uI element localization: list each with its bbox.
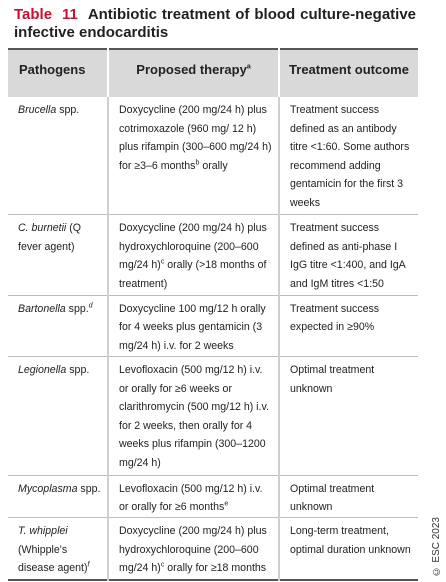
pathogen-cell: C. burnetii (Q fever agent) — [8, 215, 108, 296]
header-pathogens: Pathogens — [8, 49, 108, 97]
outcome-cell: Treatment success defined as an antibody titre <1:60. Some authors recommend adding gentamicin for the first 3 weeks — [279, 97, 418, 215]
therapy-cell: Doxycycline 100 mg/12 h orally for 4 weeks plus gentamicin (3 mg/24 h) i.v. for 2 weeks — [108, 295, 279, 357]
table-row — [8, 97, 418, 215]
outcome-cell: Treatment success expected in ≥90% — [279, 295, 418, 357]
header-therapy: Proposed therapy$^a$ — [108, 49, 279, 97]
table-label: Table 11 — [14, 6, 78, 23]
copyright-notice: © ESC 2023 — [431, 516, 442, 576]
therapy-cell: Doxycycline (200 mg/24 h) plus cotrimoxazole (960 mg/ 12 h) plus rifampin (300–600 mg/24 h) for ≥3–6 months$^b$ orally — [108, 97, 279, 215]
outcome-cell: Optimal treatment unknown — [279, 475, 418, 518]
outcome-cell: Optimal treatment unknown — [279, 357, 418, 475]
therapy-cell: Doxycycline (200 mg/24 h) plus hydroxychloroquine (200–600 mg/24 h)$^c$ orally for ≥18 months — [108, 518, 279, 580]
header-row — [8, 49, 418, 97]
therapy-cell: Levofloxacin (500 mg/12 h) i.v. or orally for ≥6 months$^e$ — [108, 475, 279, 518]
outcome-cell: Treatment success defined as anti-phase I IgG titre <1:400, and IgA and IgM titres <1:50 — [279, 215, 418, 296]
table-row — [8, 295, 418, 357]
outcome-cell: Long-term treatment, optimal duration unknown — [290, 525, 411, 556]
therapy-cell: Doxycycline (200 mg/24 h) plus hydroxychloroquine (200–600 mg/24 h)$^c$ orally (>18 months of treatment) — [108, 215, 279, 296]
pathogen-cell: Brucella spp. — [8, 97, 108, 215]
table-row — [8, 357, 418, 475]
pathogen-cell: Legionella spp. — [8, 357, 108, 475]
therapy-cell: Levofloxacin (500 mg/12 h) i.v. or orally for ≥6 weeks or clarithromycin (500 mg/12 h) i.v. for 2 weeks, then orally for 4 weeks plus rifampin (300–1200 mg/24 h) — [108, 357, 279, 475]
pathogen-cell: T. whipplei (Whipple's disease agent)$^f$ — [8, 518, 108, 580]
header-outcome: Treatment outcome — [279, 49, 418, 97]
table-row — [8, 215, 418, 296]
pathogen-cell: Bartonella spp.$^d$ — [8, 295, 108, 357]
antibiotic-table — [8, 48, 418, 581]
table-title — [14, 6, 416, 42]
table-row — [8, 518, 418, 580]
table-caption: Antibiotic treatment of blood culture-negative infective endocarditis — [14, 6, 417, 41]
table-row — [8, 475, 418, 518]
pathogen-cell: Mycoplasma spp. — [8, 475, 108, 518]
